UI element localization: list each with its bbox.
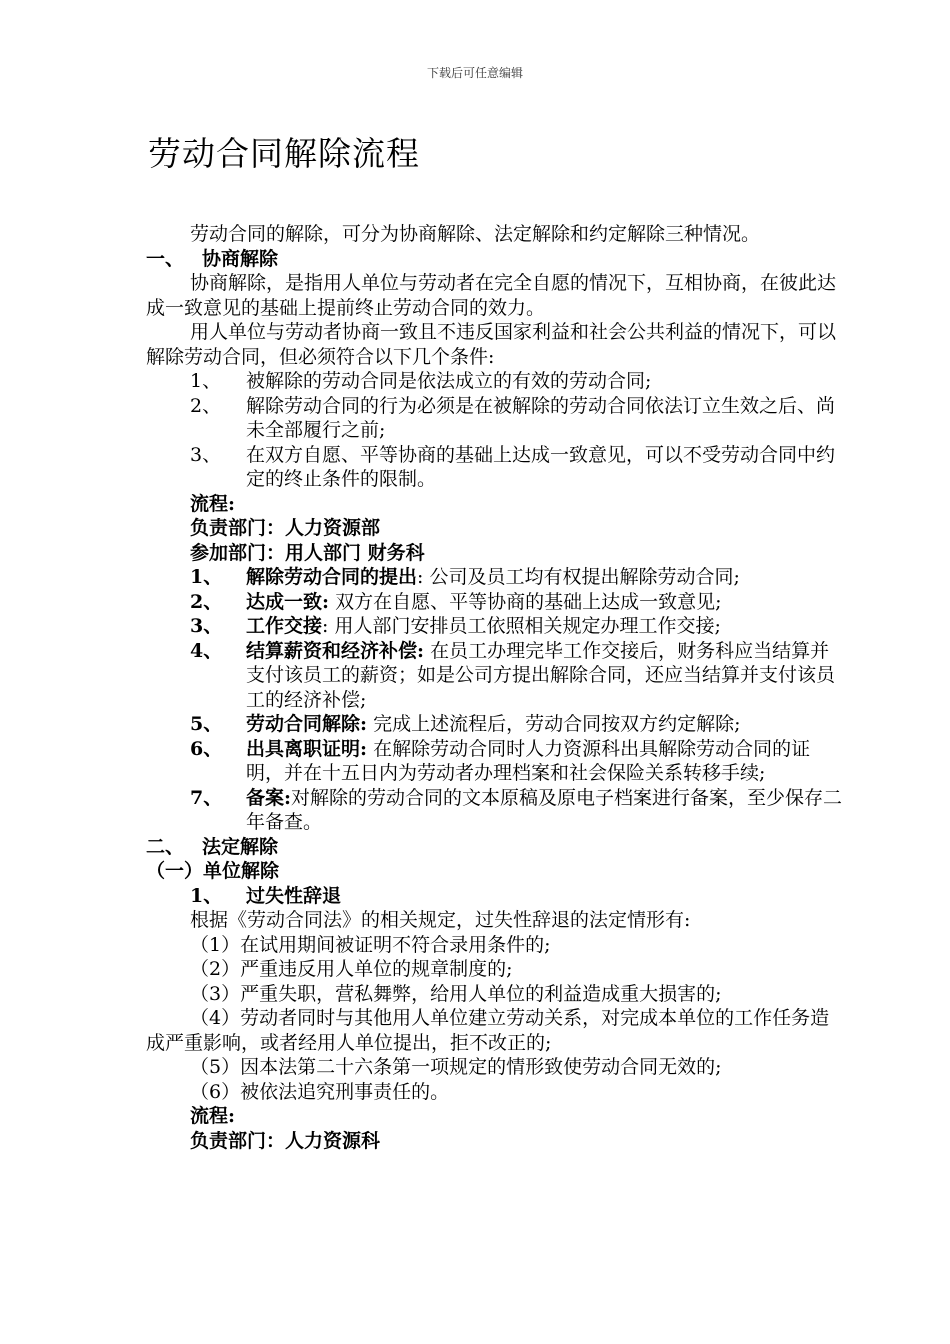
step-separator: : — [417, 566, 424, 588]
section2-number: 二、 — [146, 835, 185, 858]
document-body — [146, 222, 846, 1153]
list-number: 4、 — [190, 639, 223, 662]
list-item — [146, 786, 846, 835]
step-separator: : — [322, 590, 330, 613]
step-label: 出具离职证明 — [246, 737, 361, 760]
step-label: 劳动合同解除 — [246, 713, 361, 735]
list-number: 1、 — [190, 370, 222, 392]
list-number: 1、 — [190, 566, 223, 588]
item-heading — [146, 884, 846, 909]
section2-title: 法定解除 — [202, 835, 279, 858]
responsible-department: 负责部门：人力资源部 — [190, 517, 381, 539]
step-label: 解除劳动合同的提出 — [246, 566, 418, 588]
section1-title: 协商解除 — [202, 247, 279, 270]
step-text: 在解除劳动合同时人力资源科出具解除劳动合同的证明，并在十五日内为劳动者办理档案和社会保险关系转移手续; — [246, 737, 811, 784]
step-text: 双方在自愿、平等协商的基础上达成一致意见; — [335, 590, 722, 613]
conditions-list — [146, 369, 846, 492]
list-item — [146, 712, 846, 737]
step-label: 达成一致 — [246, 590, 323, 613]
step-separator: : — [417, 639, 425, 662]
section1-para1: 协商解除，是指用人单位与劳动者在完全自愿的情况下，互相协商，在彼此达成一致意见的基础上提前终止劳动合同的效力。 — [146, 272, 837, 319]
list-item: （1）在试用期间被证明不符合录用条件的; — [190, 933, 551, 956]
participating-departments: 参加部门：用人部门 财务科 — [190, 541, 425, 564]
step-separator: : — [322, 615, 329, 637]
list-item: （3）严重失职，营私舞弊，给用人单位的利益造成重大损害的; — [190, 982, 722, 1005]
section1-heading — [146, 247, 846, 272]
list-item: （4）劳动者同时与其他用人单位建立劳动关系，对完成本单位的工作任务造成严重影响，或者经用人单位提出，拒不改正的; — [146, 1007, 830, 1054]
list-number: 6、 — [190, 737, 223, 760]
step-text: 完成上述流程后，劳动合同按双方约定解除; — [373, 713, 741, 735]
flow-label: 流程: — [190, 492, 236, 515]
item-title: 过失性辞退 — [246, 884, 342, 907]
section1-para2: 用人单位与劳动者协商一致且不违反国家利益和社会公共利益的情况下，可以解除劳动合同，但必须符合以下几个条件: — [146, 321, 837, 368]
step-label: 结算薪资和经济补偿 — [246, 639, 418, 662]
subsection-heading: （一）单位解除 — [146, 860, 280, 882]
list-number: 3、 — [190, 615, 223, 637]
list-text: 在双方自愿、平等协商的基础上达成一致意见，可以不受劳动合同中约定的终止条件的限制。 — [246, 443, 836, 490]
list-item: （5）因本法第二十六条第一项规定的情形致使劳动合同无效的; — [190, 1056, 722, 1078]
header-note: 下载后可任意编辑 — [426, 66, 523, 80]
step-separator: : — [284, 786, 292, 809]
list-text: 解除劳动合同的行为必须是在被解除的劳动合同依法订立生效之后、尚未全部履行之前; — [246, 394, 836, 441]
step-text: 用人部门安排员工依照相关规定办理工作交接; — [334, 615, 721, 637]
step-label: 备案 — [246, 786, 285, 809]
steps-list — [146, 565, 846, 835]
list-item — [146, 394, 846, 443]
step-text: 公司及员工均有权提出解除劳动合同; — [429, 566, 740, 588]
flow-label: 流程: — [190, 1105, 236, 1127]
step-text: 对解除的劳动合同的文本原稿及原电子档案进行备案，至少保存二年备查。 — [246, 786, 843, 833]
list-item: （6）被依法追究刑事责任的。 — [190, 1080, 450, 1103]
item-number: 1、 — [190, 884, 223, 907]
step-separator: : — [360, 713, 368, 735]
intro-paragraph: 劳动合同的解除，可分为协商解除、法定解除和约定解除三种情况。 — [190, 223, 761, 245]
cases-lead: 根据《劳动合同法》的相关规定，过失性辞退的法定情形有: — [190, 909, 691, 931]
list-number: 3、 — [190, 443, 222, 466]
list-item — [146, 590, 846, 615]
list-item — [146, 614, 846, 639]
page-title: 劳动合同解除流程 — [148, 134, 420, 173]
section1-number: 一、 — [146, 247, 185, 270]
step-label: 工作交接 — [246, 615, 323, 637]
list-item — [146, 737, 846, 786]
step-separator: : — [360, 737, 368, 760]
list-item — [146, 369, 846, 394]
list-number: 2、 — [190, 394, 222, 417]
list-number: 5、 — [190, 713, 223, 735]
list-item — [146, 639, 846, 713]
step-text: 在员工办理完毕工作交接后，财务科应当结算并支付该员工的薪资；如是公司方提出解除合同，还应当结算并支付该员工的经济补偿; — [246, 639, 836, 711]
list-number: 7、 — [190, 786, 223, 809]
responsible-department: 负责部门：人力资源科 — [190, 1129, 381, 1152]
list-item — [146, 443, 846, 492]
list-text: 被解除的劳动合同是依法成立的有效的劳动合同; — [246, 370, 652, 392]
list-number: 2、 — [190, 590, 223, 613]
list-item — [146, 565, 846, 590]
list-item: （2）严重违反用人单位的规章制度的; — [190, 958, 513, 980]
cases-list — [146, 933, 846, 1105]
section2-heading — [146, 835, 846, 860]
